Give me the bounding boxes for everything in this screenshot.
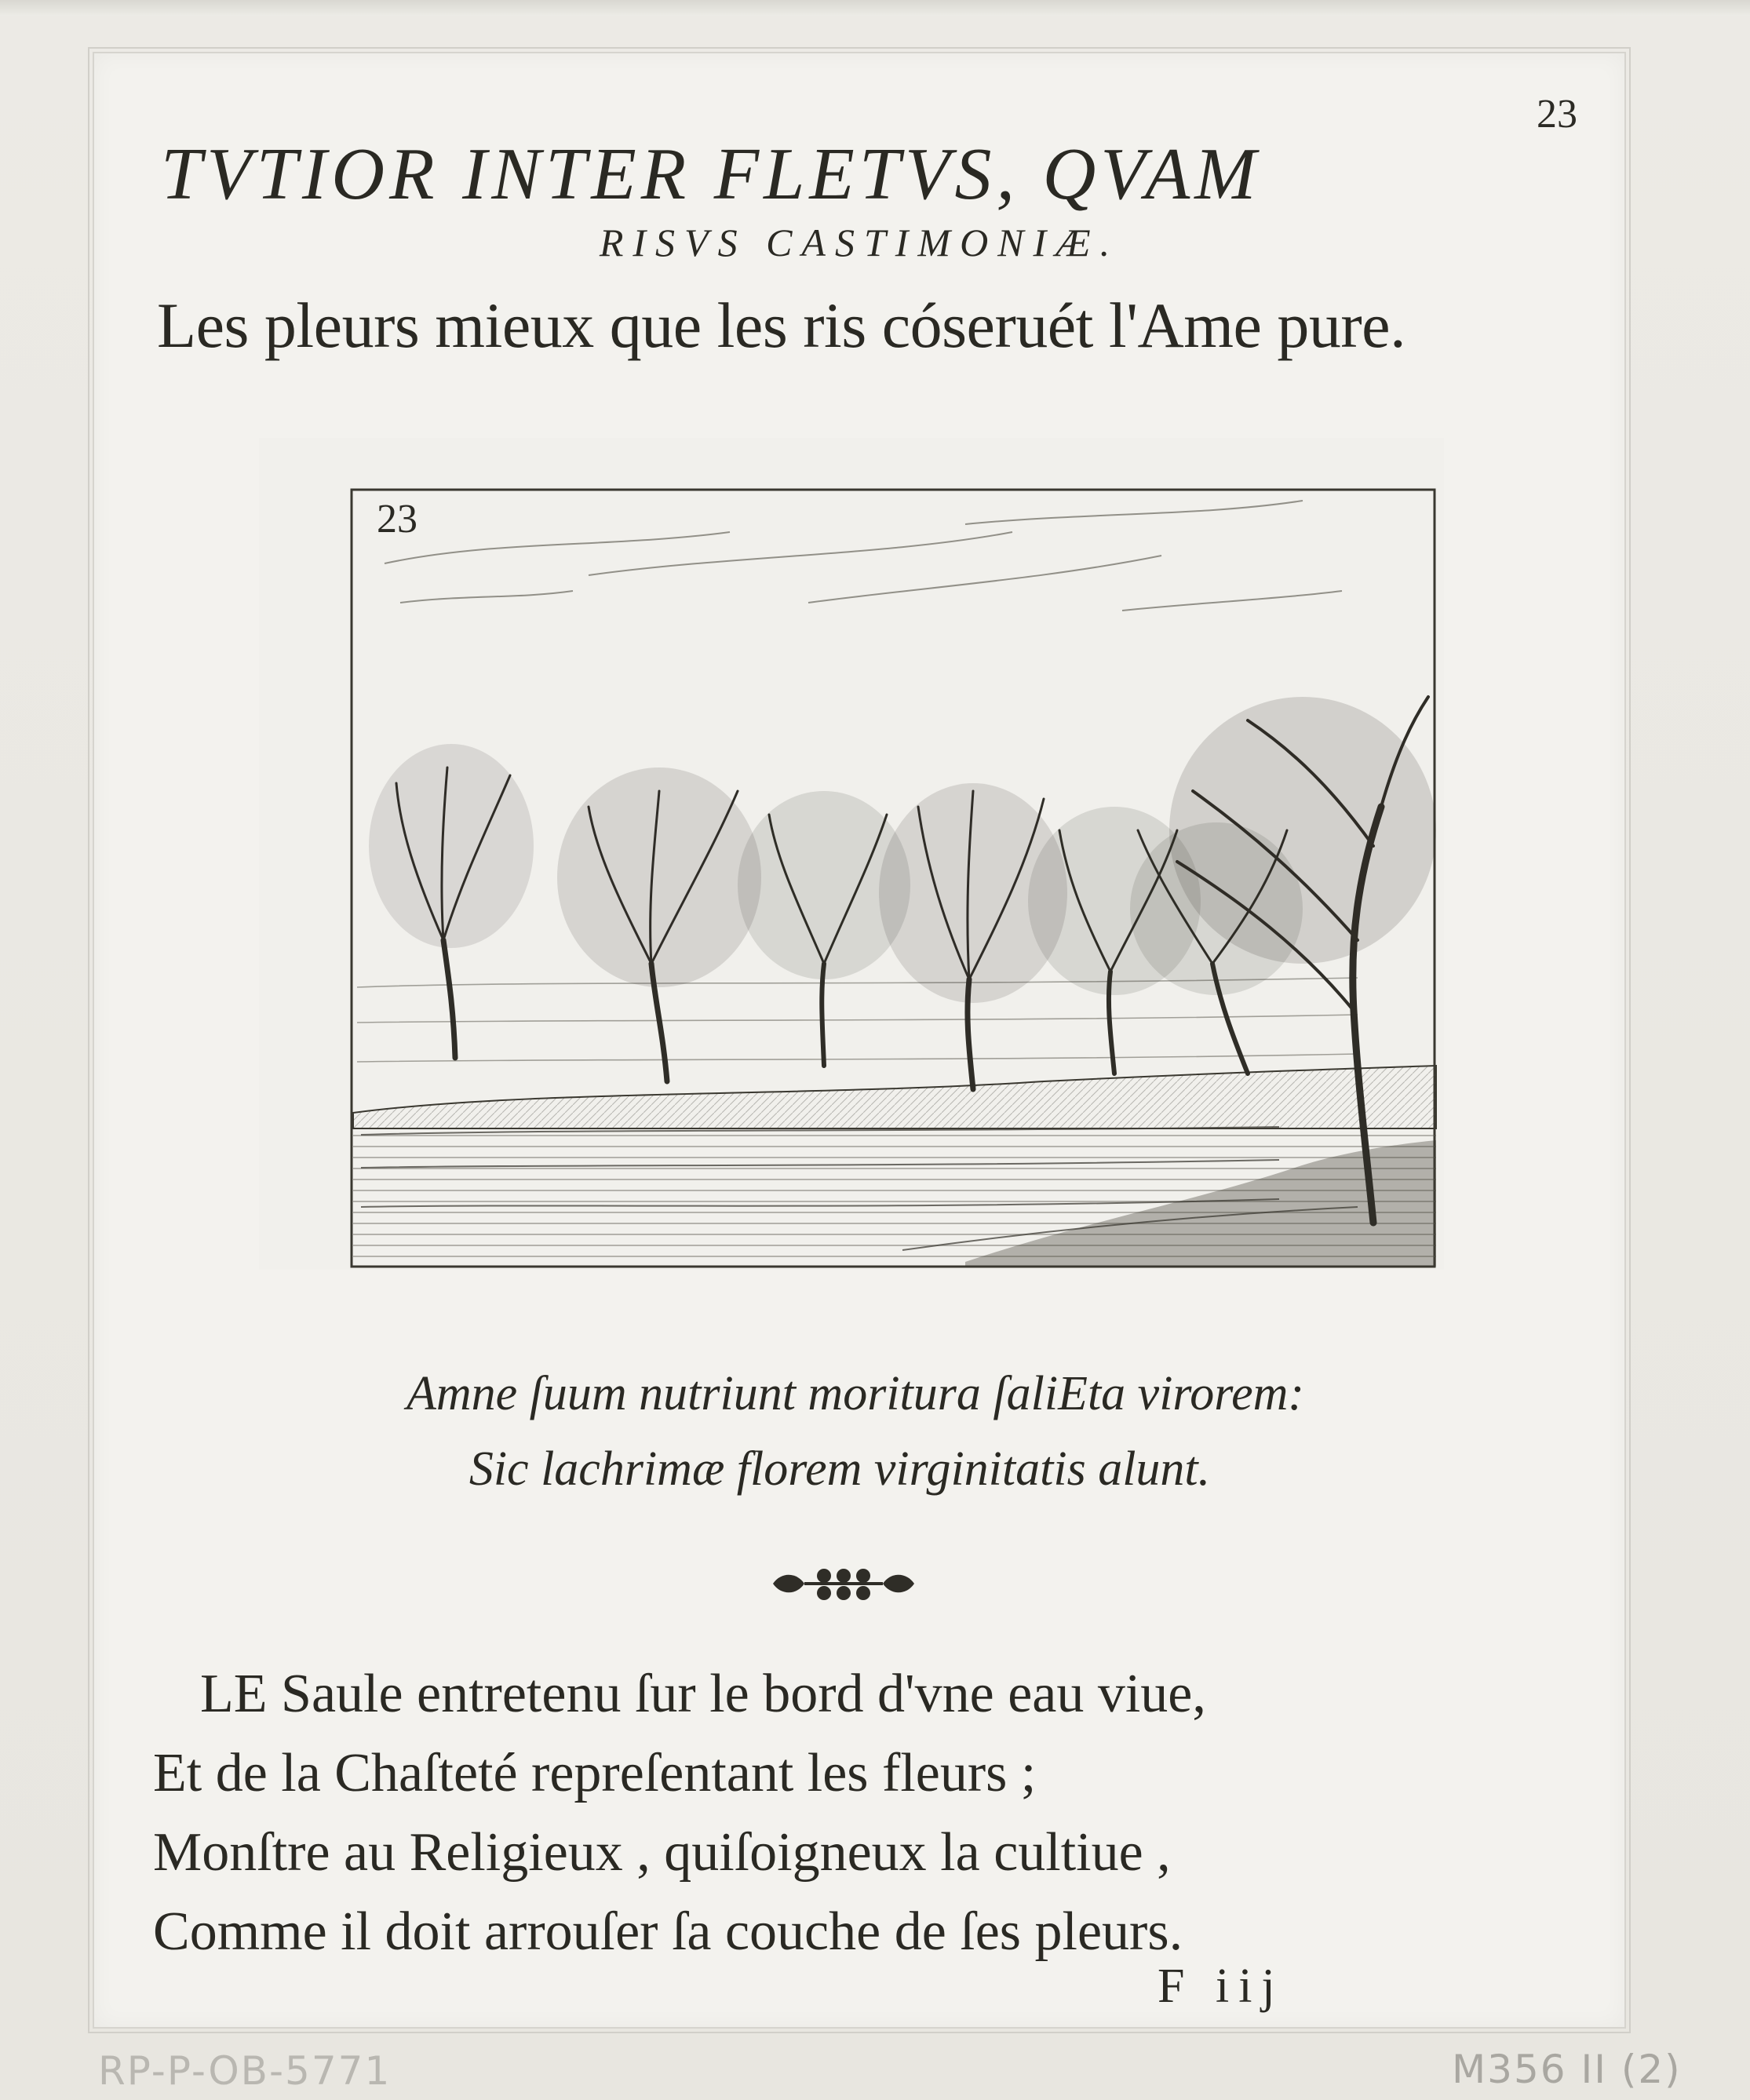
signature-mark: F iij [1158, 1960, 1285, 2013]
inventory-number: RP-P-OB-5771 [98, 2048, 392, 2094]
willow-landscape-etching [259, 438, 1444, 1270]
fleuron-ornament [765, 1556, 922, 1611]
latin-caption-line: Amne ſuum nutriunt moritura ſaliEta virorem: [406, 1367, 1305, 1420]
mount-top-edge [0, 0, 1750, 16]
verse-line: Et de la Chaſteté repreſentant les fleurs ; [153, 1743, 1037, 1803]
latin-motto-continuation: RISVS CASTIMONIÆ. [599, 221, 1120, 264]
collection-mark: M356 II (2) [1452, 2047, 1682, 2092]
verse-line: Monſtre au Religieux , quiſoigneux la cultiue , [153, 1822, 1171, 1883]
print-sheet [94, 53, 1624, 2027]
latin-caption [94, 1356, 1624, 1507]
page-number: 23 [1537, 92, 1577, 137]
verse-line: Comme il doit arrouſer ſa couche de ſes pleurs. [153, 1901, 1183, 1962]
verse-line: LE Saule entretenu ſur le bord d'vne eau viue, [200, 1664, 1206, 1724]
latin-caption-line: Sic lachrimæ florem virginitatis alunt. [468, 1442, 1211, 1496]
plate-number: 23 [377, 497, 417, 541]
latin-motto: TVTIOR INTER FLETVS, QVAM [161, 133, 1261, 215]
french-verse [153, 1654, 1597, 1971]
etching-plate [259, 438, 1444, 1270]
french-motto: Les pleurs mieux que les ris cóseruét l'Ame pure. [157, 290, 1406, 361]
